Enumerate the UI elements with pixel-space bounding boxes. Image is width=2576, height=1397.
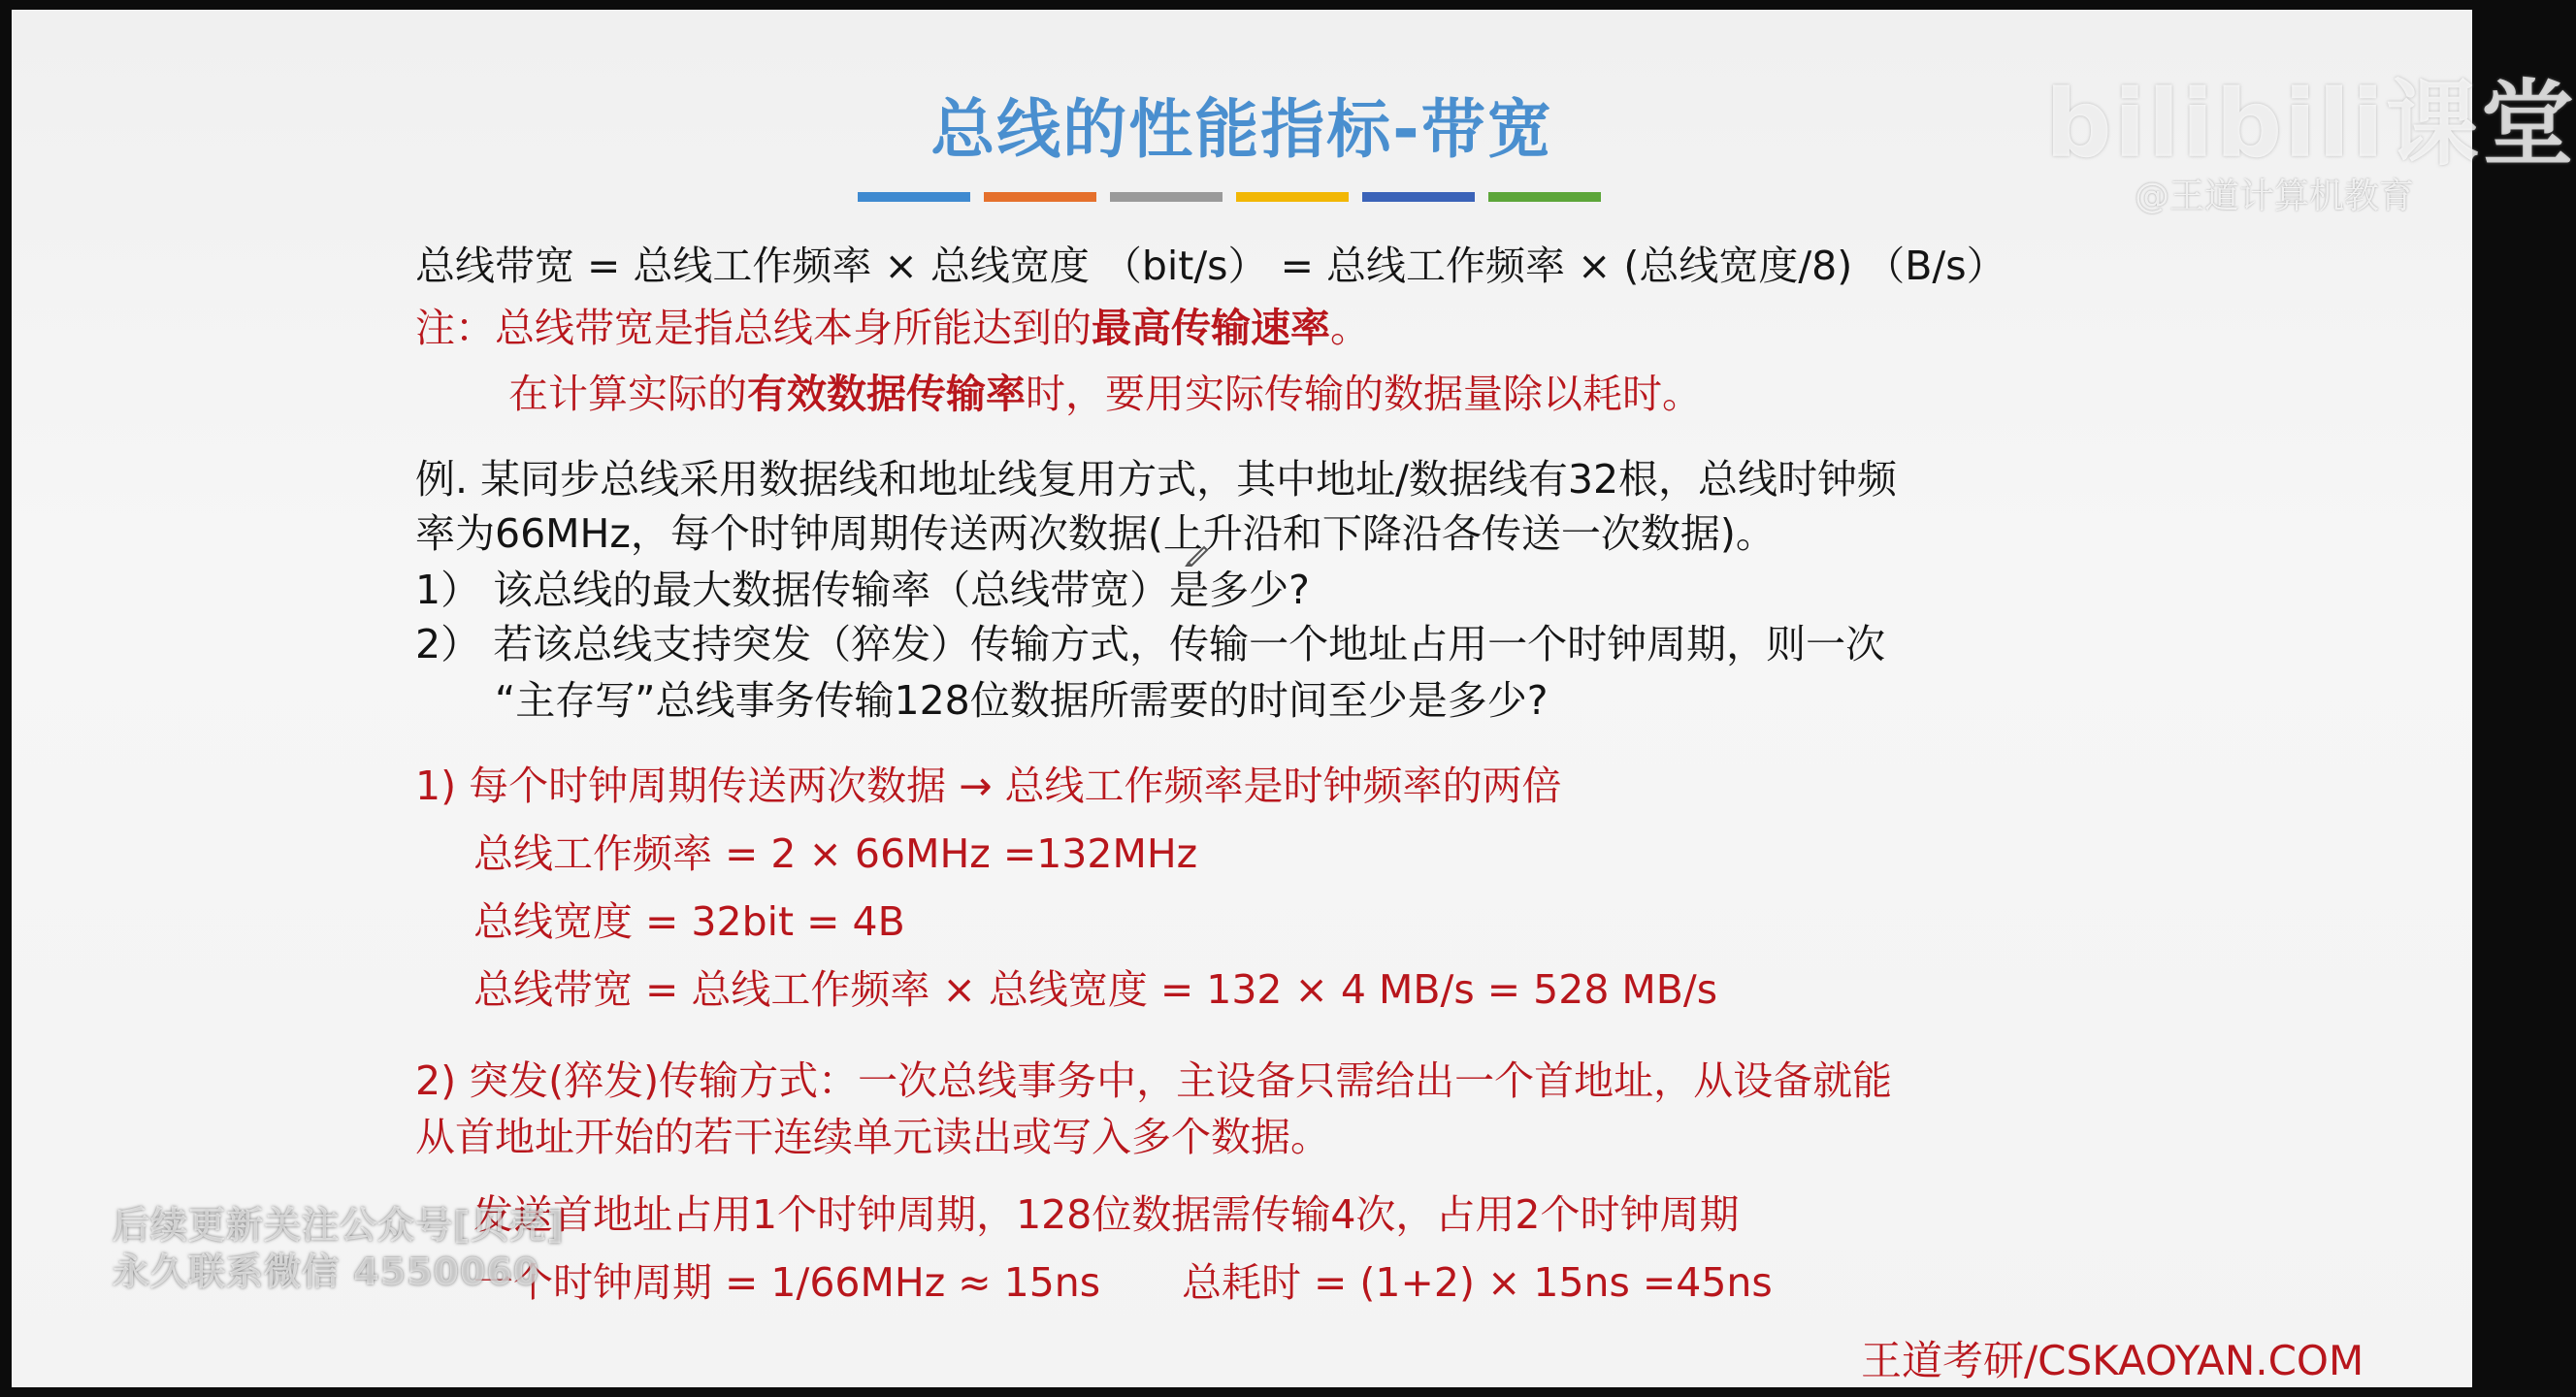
answer-1-line-2: 总线工作频率 = 2 × 66MHz =132MHz <box>473 830 1198 877</box>
question-2-line-2: “主存写”总线事务传输128位数据所需要的时间至少是多少? <box>495 677 1549 724</box>
note-text: 注：总线带宽是指总线本身所能达到的 <box>415 305 1092 351</box>
color-segment <box>1362 192 1475 202</box>
answer-2-line-1: 2) 突发(猝发)传输方式：一次总线事务中，主设备只需给出一个首地址，从设备就能 <box>415 1057 1893 1104</box>
note-line-2 <box>508 367 1702 421</box>
overlay-notice-line-1: 后续更新关注公众号[贝壳] <box>113 1204 565 1247</box>
bilibili-logo: bilibili课堂 <box>2045 70 2576 179</box>
note-emphasis: 最高传输速率 <box>1092 305 1330 351</box>
color-segment <box>1488 192 1601 202</box>
answer-2-line-4b: 总耗时 = (1+2) × 15ns =45ns <box>1182 1259 1773 1306</box>
formula-line: 总线带宽 = 总线工作频率 × 总线宽度 （bit/s） = 总线工作频率 × (总线宽度/8) （B/s） <box>415 243 2006 289</box>
question-1: 1） 该总线的最大数据传输率（总线带宽）是多少? <box>415 567 1310 613</box>
example-line-1: 例. 某同步总线采用数据线和地址线复用方式，其中地址/数据线有32根，总线时钟频 <box>415 456 1898 503</box>
answer-2-line-2: 从首地址开始的若干连续单元读出或写入多个数据。 <box>415 1114 1330 1160</box>
answer-1-line-3: 总线宽度 = 32bit = 4B <box>473 898 905 945</box>
title-color-bar <box>858 192 1601 202</box>
answer-1-line-4: 总线带宽 = 总线工作频率 × 总线宽度 = 132 × 4 MB/s = 528 MB/s <box>473 966 1718 1013</box>
overlay-notice-line-2: 永久联系微信 4550060 <box>113 1251 540 1293</box>
slide <box>12 10 2576 1387</box>
color-segment <box>1236 192 1349 202</box>
answer-1-line-1: 1) 每个时钟周期传送两次数据 → 总线工作频率是时钟频率的两倍 <box>415 763 1562 809</box>
question-2-line-1: 2） 若该总线支持突发（猝发）传输方式，传输一个地址占用一个时钟周期，则一次 <box>415 621 1886 667</box>
note-text: 时，要用实际传输的数据量除以耗时。 <box>1026 371 1702 417</box>
note-text: 。 <box>1330 305 1370 351</box>
slide-title: 总线的性能指标-带宽 <box>930 92 1553 167</box>
color-segment <box>858 192 970 202</box>
answer-2-line-3: 发送首地址占用1个时钟周期，128位数据需传输4次，占用2个时钟周期 <box>473 1191 1740 1238</box>
footer-brand: 王道考研/CSKAOYAN.COM <box>1861 1337 2364 1384</box>
example-line-2: 率为66MHz，每个时钟周期传送两次数据(上升沿和下降沿各传送一次数据)。 <box>415 510 1776 557</box>
channel-handle: @王道计算机教育 <box>2135 177 2415 216</box>
answer-2-line-4a: 一个时钟周期 = 1/66MHz ≈ 15ns <box>473 1259 1101 1306</box>
color-segment <box>1110 192 1223 202</box>
note-emphasis: 有效数据传输率 <box>747 371 1026 417</box>
note-text: 在计算实际的 <box>508 371 747 417</box>
color-segment <box>984 192 1096 202</box>
pen-cursor-icon <box>1186 541 1211 567</box>
note-line-1 <box>415 301 1370 355</box>
